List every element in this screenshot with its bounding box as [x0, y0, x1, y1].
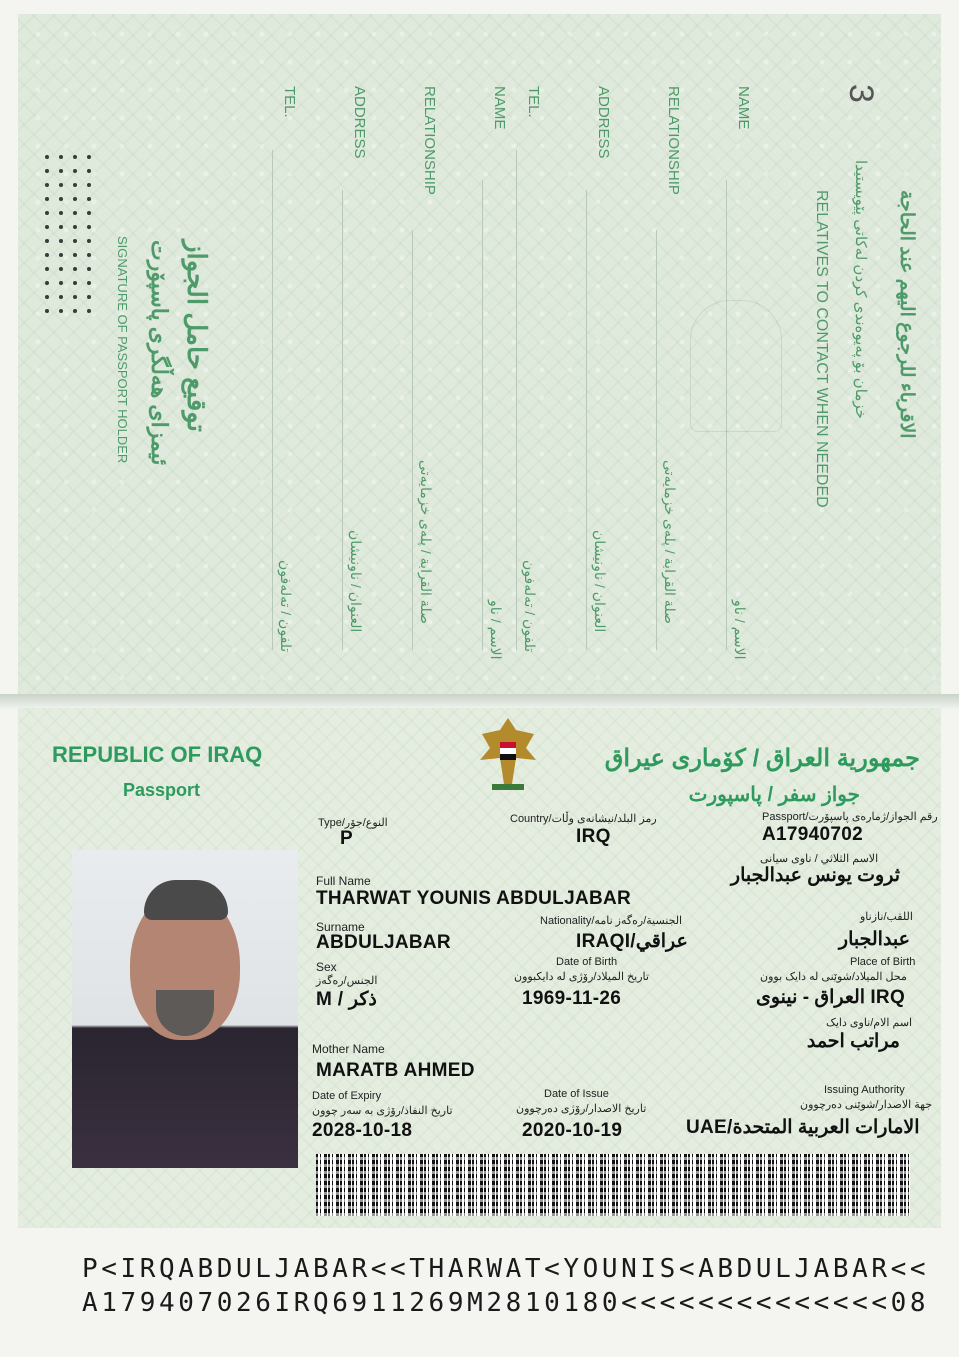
type-value: P [340, 828, 353, 849]
line [412, 230, 413, 650]
expiry-ar-label: تاريخ النفاذ/رۆژی بە سەر چوون [312, 1105, 453, 1117]
relatives-title-en: RELATIVES TO CONTACT WHEN NEEDED [813, 190, 830, 508]
relatives-title-ar: الاقرباء للرجوع اليهم عند الحاجة [896, 190, 917, 439]
authority-label: Issuing Authority [824, 1084, 905, 1096]
field-tel-2-ar: تلفون / تەلەفون [278, 560, 294, 653]
passport-number-label: Passport/رقم الجواز/ژمارەی پاسپۆرت [762, 811, 938, 823]
dob-value: 1969-11-26 [522, 988, 622, 1009]
fullname-value: THARWAT YOUNIS ABDULJABAR [316, 888, 632, 909]
field-relationship-1: RELATIONSHIP [665, 86, 682, 195]
surname-ar-value: عبدالجبار [838, 929, 910, 950]
nationality-value: IRAQI/عراقي [576, 931, 688, 952]
signature-label-ar: توقيع حامل الجواز [182, 240, 212, 432]
field-tel-1-ar: تلفون / تەلەفون [522, 560, 538, 653]
mrz-line-2: A179407026IRQ6911269M2810180<<<<<<<<<<<<<<08 [82, 1288, 930, 1318]
field-name-2: NAME [491, 86, 508, 130]
field-address-2: ADDRESS [351, 86, 368, 159]
issue-value: 2020-10-19 [522, 1120, 623, 1141]
line [342, 190, 343, 650]
field-relationship-2: RELATIONSHIP [421, 86, 438, 195]
pdf417-barcode [316, 1154, 910, 1216]
authority-ar-label: جهة الاصدار/شوێنی دەرچوون [800, 1099, 933, 1111]
republic-title-ar: جمهورية العراق / كۆماری عیراق [604, 745, 920, 772]
pob-ar-label: محل الميلاد/شوێنی لە دایک بوون [760, 971, 907, 983]
mother-value: MARATB AHMED [316, 1060, 475, 1081]
nationality-label: Nationality/الجنسية/رەگەز نامە [540, 915, 683, 927]
surname-label: Surname [316, 920, 365, 934]
signature-label-en: SIGNATURE OF PASSPORT HOLDER [115, 236, 130, 464]
field-name-1-ar: الاسم / ناو [732, 600, 748, 660]
country-value: IRQ [576, 826, 611, 847]
line [272, 150, 273, 650]
field-address-1-ar: العنوان / ناونیشان [592, 530, 608, 633]
perforated-passport-number [40, 150, 100, 590]
field-address-1: ADDRESS [595, 86, 612, 159]
authority-value: UAE/الامارات العربية المتحدة [686, 1117, 920, 1138]
pob-value: العراق - نينوى IRQ [756, 987, 906, 1008]
field-tel-2: TEL. [281, 86, 298, 118]
surname-value: ABDULJABAR [316, 932, 451, 953]
mother-ar-label: اسم الام/ناوی دایک [826, 1017, 913, 1029]
line [482, 180, 483, 650]
sex-label: Sex [316, 960, 337, 974]
republic-title-en: REPUBLIC OF IRAQ [52, 742, 263, 767]
emblem-watermark-icon [690, 300, 782, 432]
surname-ar-label: اللقب/نازناو [860, 911, 913, 923]
mother-label: Mother Name [312, 1042, 385, 1056]
expiry-value: 2028-10-18 [312, 1120, 413, 1141]
issue-ar-label: تاريخ الاصدار/رۆژی دەرچوون [516, 1103, 647, 1115]
passport-title-en: Passport [123, 780, 201, 800]
dob-label: Date of Birth [556, 956, 618, 968]
field-tel-1: TEL. [525, 86, 542, 118]
fullname-label: Full Name [316, 874, 371, 888]
field-address-2-ar: العنوان / ناونیشان [348, 530, 364, 633]
country-label: Country/رمز البلد/نیشانەی وڵات [510, 813, 657, 825]
holder-photo [72, 850, 298, 1168]
fullname-ar-label: الاسم الثلاثي / ناوی سیانی [760, 853, 879, 865]
expiry-label: Date of Expiry [312, 1090, 382, 1102]
field-name-2-ar: الاسم / ناو [488, 600, 504, 660]
field-relationship-2-ar: صلة القرابة / پلەی خزمایەتی [418, 460, 434, 624]
signature-label-ku: ئیمزای هەڵگری پاسپۆرت [147, 240, 172, 466]
sex-ar-label: الجنس/رەگەز [316, 975, 378, 987]
fullname-ar-value: ثروت يونس عبدالجبار [730, 865, 900, 886]
sex-value: M / ذكر [316, 989, 377, 1010]
page-number: 3 [842, 84, 880, 103]
line [586, 190, 587, 650]
relatives-title-ku: خزمان بۆ پەیوەندی كردن لەكاتی پێویستیدا [852, 160, 869, 419]
issue-label: Date of Issue [544, 1088, 609, 1100]
field-relationship-1-ar: صلة القرابة / پلەی خزمایەتی [662, 460, 678, 624]
passport-number-value: A17940702 [762, 824, 863, 845]
type-label: Type/النوع/جۆر [318, 817, 388, 829]
pob-label: Place of Birth [850, 956, 916, 968]
passport-title-ar: جواز سفر / پاسپورت [688, 784, 860, 806]
mother-ar-value: مراتب احمد [806, 1031, 900, 1052]
dob-ar-label: تاريخ الميلاد/رۆژی لە دایکبوون [514, 971, 649, 983]
field-name-1: NAME [735, 86, 752, 130]
line [516, 150, 517, 650]
line [656, 230, 657, 650]
mrz-line-1: P<IRQABDULJABAR<<THARWAT<YOUNIS<ABDULJABAR<< [82, 1254, 930, 1284]
iraq-eagle-emblem-icon [476, 714, 540, 792]
